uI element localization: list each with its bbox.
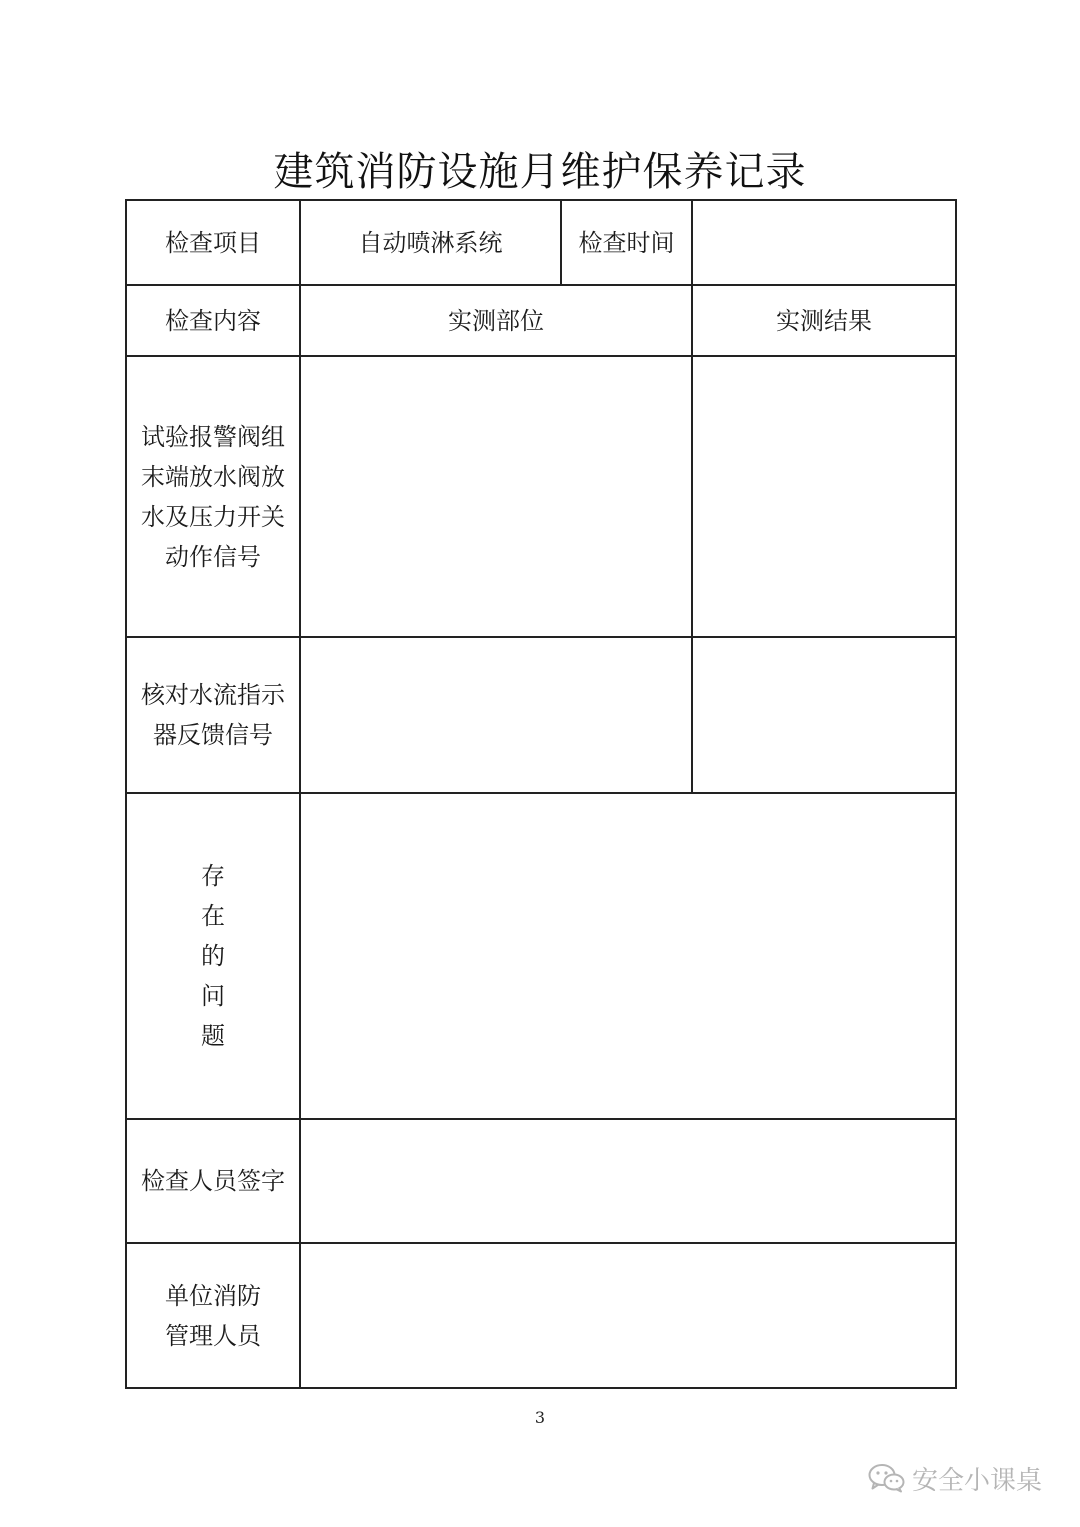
watermark-text: 安全小课桌 — [912, 1465, 1043, 1496]
measured-result-header: 实测结果 — [692, 285, 956, 356]
watermark — [868, 1458, 1042, 1498]
inspection-time-field[interactable] — [692, 200, 956, 285]
maintenance-record-table — [125, 199, 957, 1389]
table-row — [126, 793, 956, 1119]
measured-location-header: 实测部位 — [300, 285, 692, 356]
inspection-content-label: 检查内容 — [126, 285, 300, 356]
inspector-signature-field[interactable] — [300, 1119, 956, 1243]
page-title: 建筑消防设施月维护保养记录 — [273, 149, 807, 195]
inspection-item-label: 检查项目 — [126, 200, 300, 285]
test-alarm-valve-location-field[interactable] — [300, 356, 692, 637]
fire-safety-manager-label: 单位消防 管理人员 — [126, 1243, 300, 1388]
test-alarm-valve-result-field[interactable] — [692, 356, 956, 637]
table-row — [126, 637, 956, 793]
page-number: 3 — [534, 1408, 546, 1427]
table-row — [126, 1243, 956, 1388]
inspector-signature-label: 检查人员签字 — [126, 1119, 300, 1243]
wechat-icon — [868, 1463, 906, 1493]
test-alarm-valve-label: 试验报警阀组 末端放水阀放 水及压力开关 动作信号 — [126, 356, 300, 637]
inspection-item-value[interactable]: 自动喷淋系统 — [300, 200, 561, 285]
inspection-time-label: 检查时间 — [561, 200, 692, 285]
table-row — [126, 1119, 956, 1243]
fire-safety-manager-field[interactable] — [300, 1243, 956, 1388]
water-flow-indicator-label: 核对水流指示 器反馈信号 — [126, 637, 300, 793]
water-flow-indicator-result-field[interactable] — [692, 637, 956, 793]
existing-issues-label: 存 在 的 问 题 — [126, 793, 300, 1119]
table-row — [126, 285, 956, 356]
existing-issues-field[interactable] — [300, 793, 956, 1119]
water-flow-indicator-location-field[interactable] — [300, 637, 692, 793]
table-row — [126, 356, 956, 637]
table-row — [126, 200, 956, 285]
